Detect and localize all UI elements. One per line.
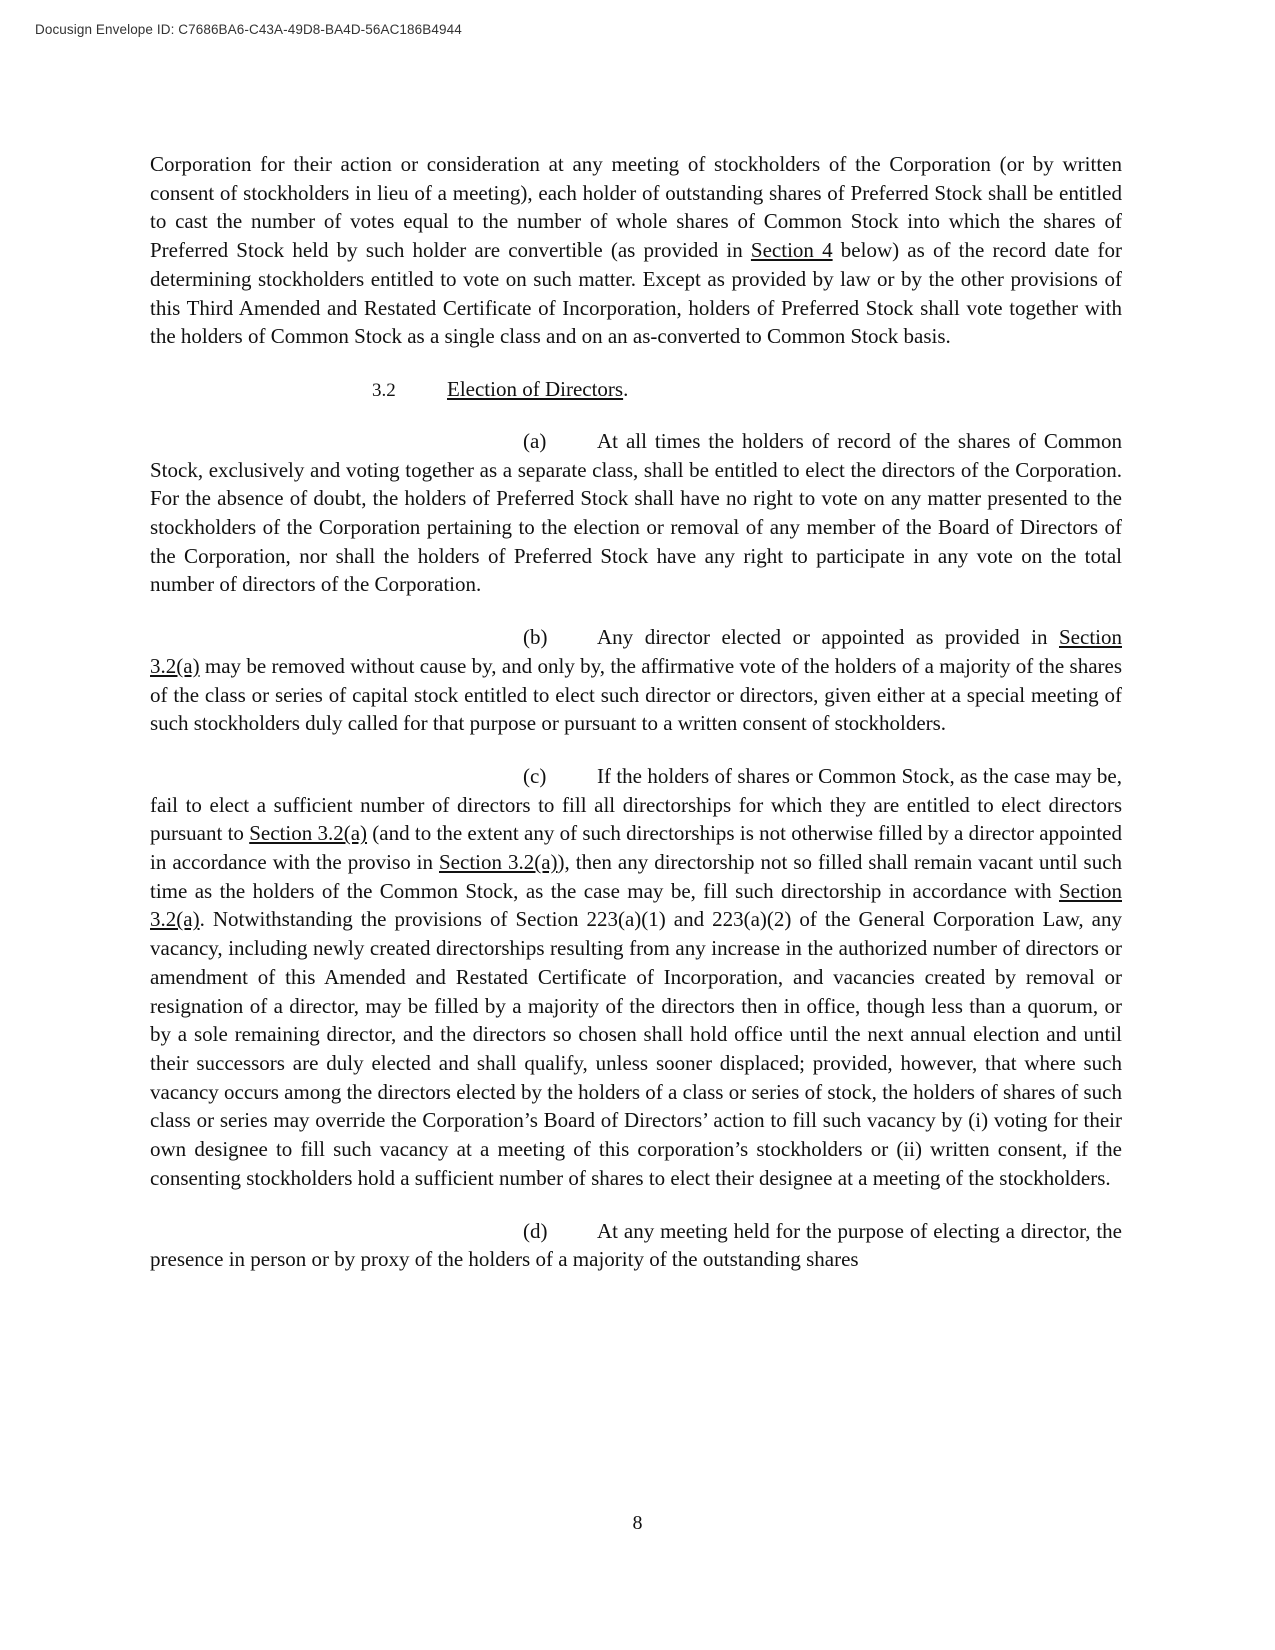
paragraph-a (150, 427, 1122, 599)
paragraph-a-text: At all times the holders of record of the shares of Common Stock, exclusively and voting together as a separate class, shall be entitled to elect the directors of the Corporation. For the absence of doubt, the holders of Preferred Stock shall have no right to vote on any matter presented to the stockholders of the Corporation pertaining to the election or removal of any member of the Board of Directors of the Corporation, nor shall the holders of Preferred Stock have any right to participate in any vote on the total number of directors of the Corporation. (150, 428, 1122, 597)
paragraph-c (150, 762, 1122, 1193)
section-4-reference: Section 4 (750, 238, 833, 263)
paragraph-c-text-3: ), then any directorship not so filled shall remain vacant until such time as the holders of the Common Stock, as the case may be, fill such directorship in accordance with (150, 850, 1123, 903)
section-3-2a-reference: Section 3.2(a) (249, 821, 368, 846)
paragraph-b-marker: (b) (523, 625, 548, 650)
paragraph-c-text-1: If the holders of shares or Common Stock, as the case may be, fail to elect a sufficient number of directors to fill all directorships for which they are entitled to elect directors pursuant to (150, 763, 1122, 846)
paragraph-b-text-2: may be removed without cause by, and only by, the affirmative vote of the holders of a majority of the shares of the class or series of capital stock entitled to elect such director or directors, given either at a special meeting of such stockholders duly called for that purpose or pursuant to a written consent of stockholders. (150, 653, 1122, 736)
paragraph-d-text: At any meeting held for the purpose of electing a director, the presence in person or by proxy of the holders of a majority of the outstanding shares (150, 1218, 1122, 1272)
intro-text-1: Corporation for their action or consideration at any meeting of stockholders of the Corporation (or by written consent of stockholders in lieu of a meeting), each holder of outstanding shares of Preferred Stock shall be entitled to cast the number of votes equal to the number of whole shares of Common Stock into which the shares of Preferred Stock held by such holder are convertible (as provided in (150, 152, 1122, 263)
section-heading (150, 375, 1122, 405)
paragraph-c-marker: (c) (523, 763, 547, 788)
document-page-body (150, 150, 1122, 1274)
section-3-2a-reference: Section 3.2(a) (439, 850, 558, 875)
paragraph-a-lead (150, 427, 597, 456)
intro-paragraph (150, 150, 1122, 351)
section-number: 3.2 (372, 379, 396, 401)
page-number: 8 (632, 1512, 643, 1534)
paragraph-d (150, 1217, 1122, 1274)
paragraph-c-text-2: (and to the extent any of such directorships is not otherwise filled by a director appointed in accordance with the proviso in (150, 821, 1122, 875)
paragraph-d-marker: (d) (523, 1218, 548, 1243)
paragraph-b (150, 623, 1122, 738)
paragraph-d-lead (150, 1217, 597, 1246)
section-title-period: . (623, 376, 629, 401)
paragraph-b-lead (150, 623, 597, 652)
section-3-2a-reference: Section 3.2(a) (150, 625, 1122, 678)
paragraph-c-lead (150, 762, 597, 791)
docusign-envelope-id: Docusign Envelope ID: C7686BA6-C43A-49D8-BA4D-56AC186B4944 (35, 22, 462, 37)
paragraph-a-marker: (a) (523, 428, 547, 453)
section-title: Election of Directors (447, 376, 624, 401)
section-3-2a-reference: Section 3.2(a) (150, 878, 1122, 932)
paragraph-c-text-4: . Notwithstanding the provisions of Section 223(a)(1) and 223(a)(2) of the General Corporation Law, any vacancy, including newly created directorships resulting from any increase in the authorized number of directors or amendment of this Amended and Restated Certificate of Incorporation, and vacancies created by removal or resignation of a director, may be filled by a majority of the directors then in office, though less than a quorum, or by a sole remaining director, and the directors so chosen shall hold office until the next annual election and until their successors are duly elected and shall qualify, unless sooner displaced; provided, however, that where such vacancy occurs among the directors elected by the holders of a class or series of stock, the holders of shares of such class or series may override the Corporation’s Board of Directors’ action to fill such vacancy by (i) voting for their own designee to fill such vacancy at a meeting of this corporation’s stockholders or (ii) written consent, if the consenting stockholders hold a sufficient number of shares to elect their designee at a meeting of the stockholders. (150, 907, 1122, 1190)
paragraph-b-text-1: Any director elected or appointed as provided in (597, 625, 1059, 650)
intro-text-2: below) as of the record date for determining stockholders entitled to vote on such matter. Except as provided by law or by the other provisions of this Third Amended and Restated Certificate of Incorporation, holders of Preferred Stock shall vote together with the holders of Common Stock as a single class and on an as-converted to Common Stock basis. (150, 238, 1122, 349)
